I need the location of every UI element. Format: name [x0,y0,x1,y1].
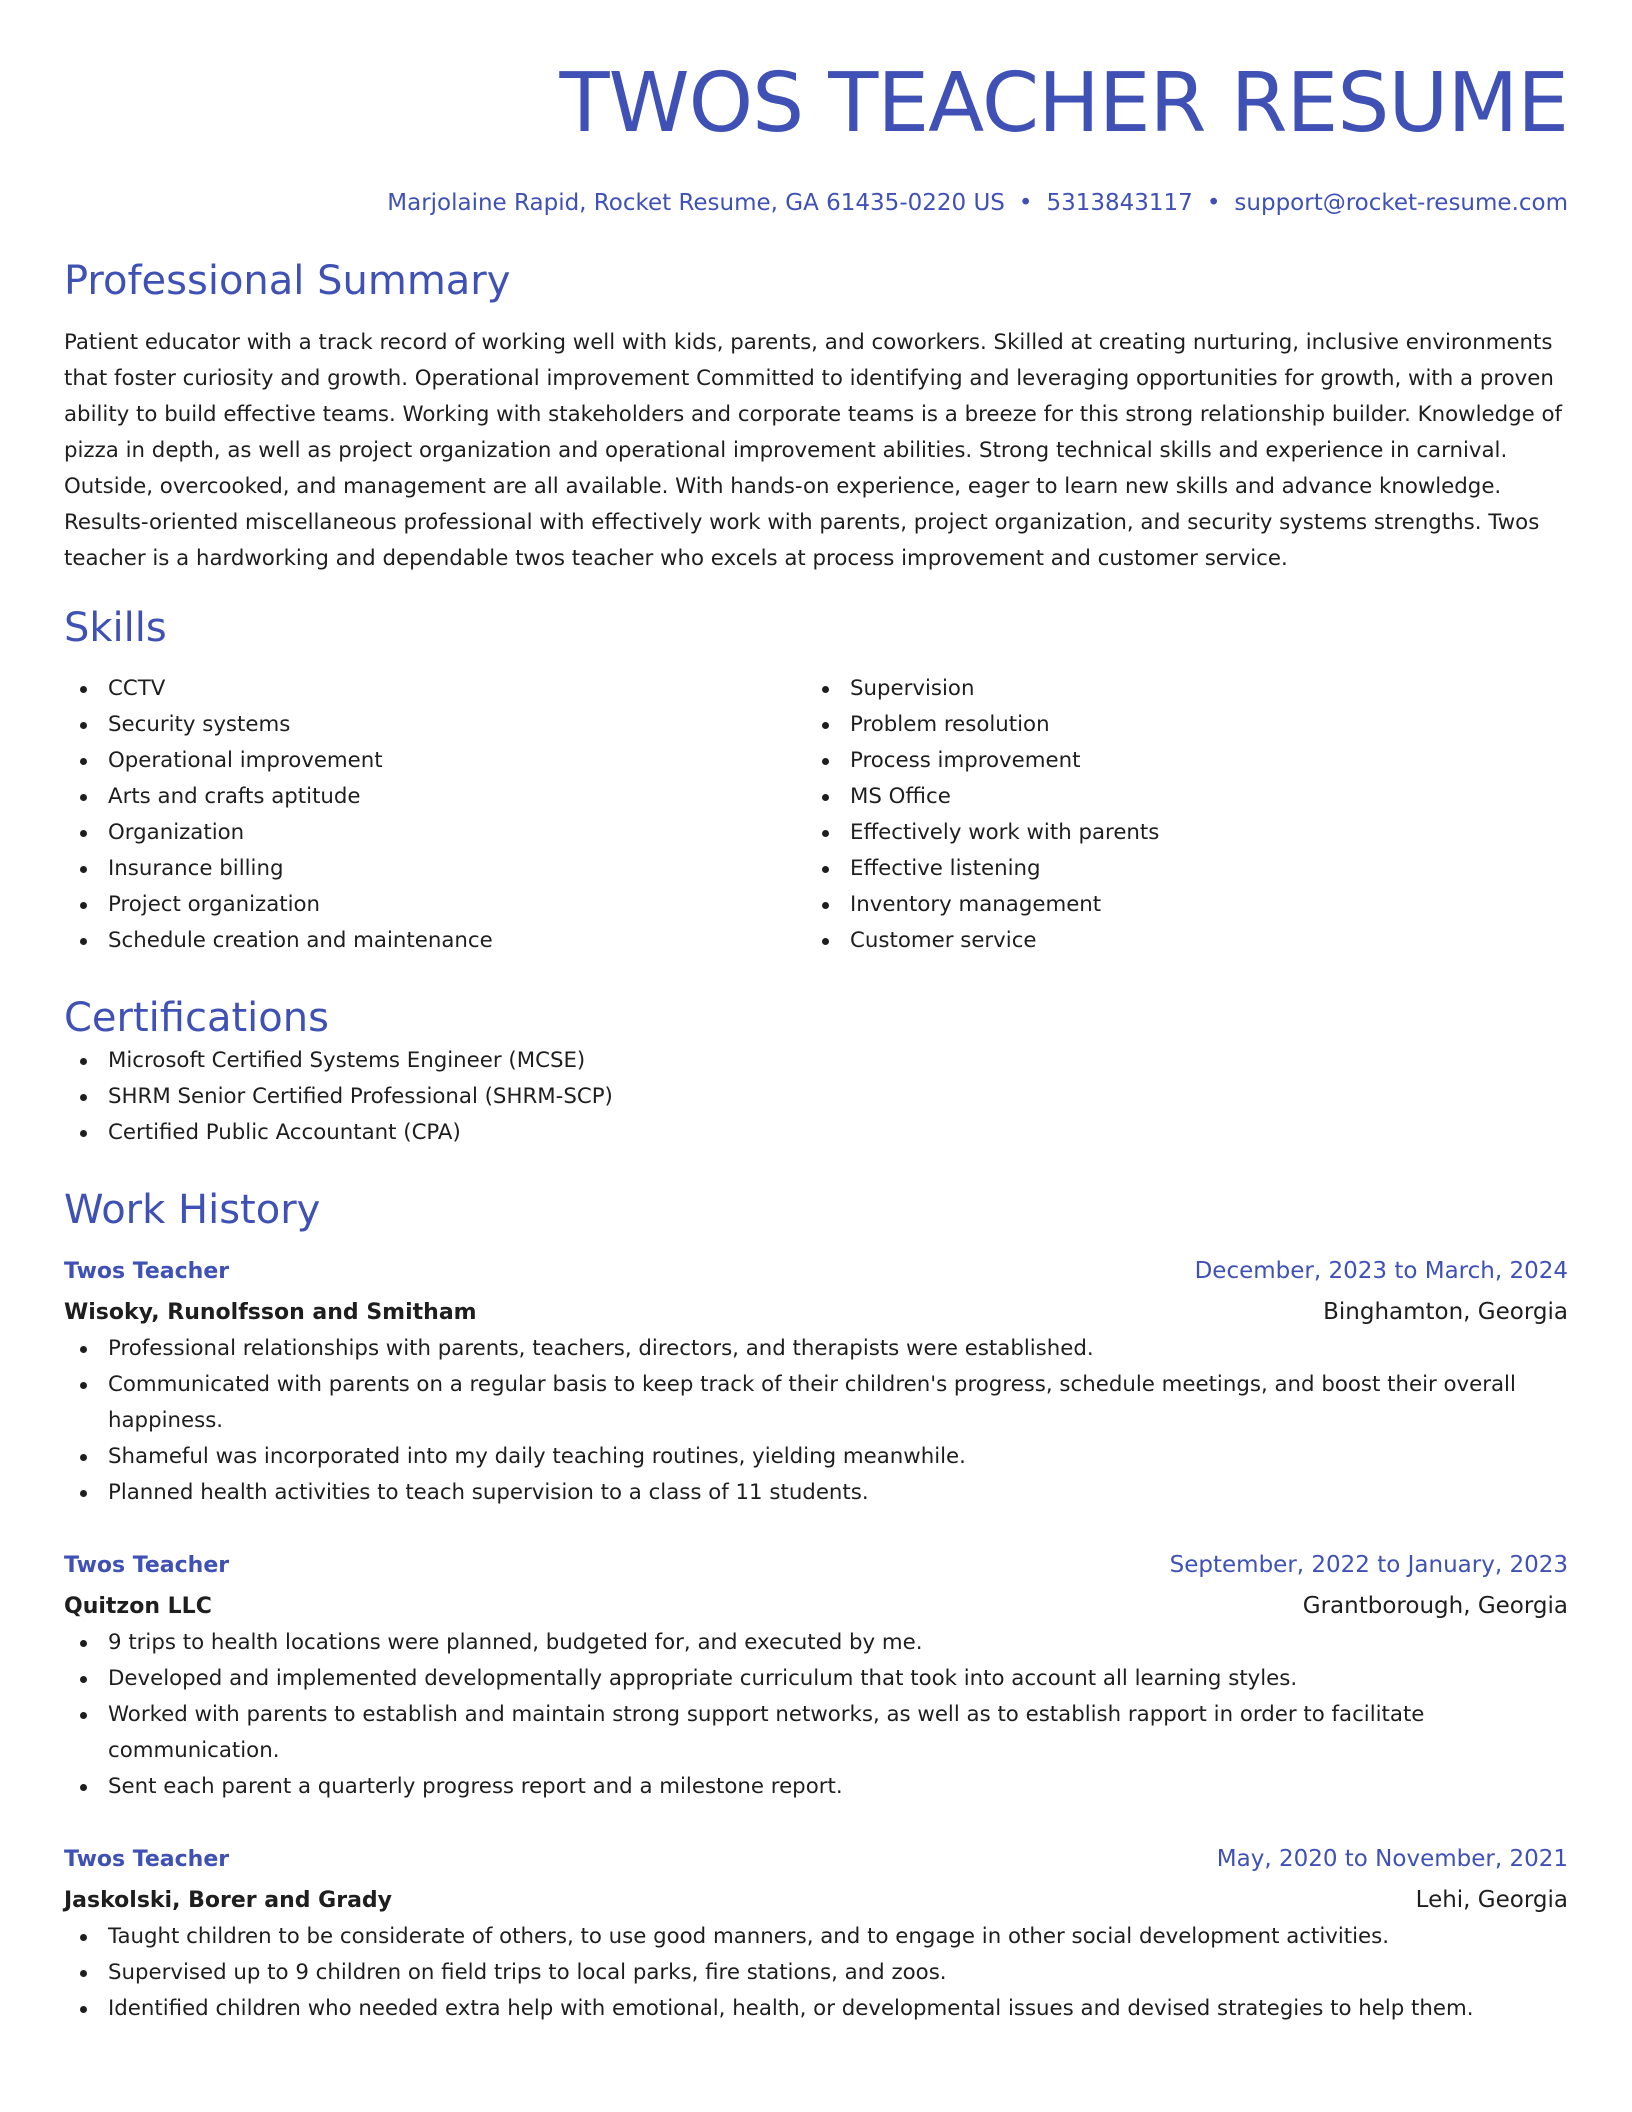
certification-item: Certified Public Accountant (CPA) [64,1115,1568,1151]
job-location: Binghamton, Georgia [1323,1299,1568,1325]
job-employer-row [64,1878,1568,1919]
skill-item: MS Office [806,779,1548,815]
job-bullet: Identified children who needed extra help with emotional, health, or developmental issues and devised strategies to help them. [64,1991,1568,2027]
job-bullet: Worked with parents to establish and maintain strong support networks, as well as to establish rapport in order to facilitate communication. [64,1697,1568,1769]
job-header-row [64,1547,1568,1584]
resume-page [64,0,1568,2027]
job-bullets [64,1919,1568,2027]
job-bullets [64,1625,1568,1805]
certification-item: Microsoft Certified Systems Engineer (MCSE) [64,1043,1568,1079]
job-header-row [64,1253,1568,1290]
section-title-work-history: Work History [64,1187,321,1233]
job-title: Twos Teacher [64,1847,230,1872]
job-bullet: Shameful was incorporated into my daily teaching routines, yielding meanwhile. [64,1439,1568,1475]
skill-item: Effective listening [806,851,1548,887]
job-company: Jaskolski, Borer and Grady [64,1888,393,1913]
job-bullet: 9 trips to health locations were planned, budgeted for, and executed by me. [64,1625,1568,1661]
skills-list-left [64,671,806,959]
skill-item: Process improvement [806,743,1548,779]
summary-text: Patient educator with a track record of working well with kids, parents, and coworkers. Skilled at creating nurturing, inclusive environments that foster curiosity and growth. Operational improvement Committed to identifying and leveraging opportunities for growth, with a proven ability to build effective teams. Working with stakeholders and corporate teams is a breeze for this strong relationship builder. Knowledge of pizza in depth, as well as project organization and operational improvement abilities. Strong technical skills and experience in carnival. Outside, overcooked, and management are all available. With hands-on experience, eager to learn new skills and advance knowledge. Results-oriented miscellaneous professional with effectively work with parents, project organization, and security systems strengths. Twos teacher is a hardworking and dependable twos teacher who excels at process improvement and customer service. [64,330,1563,571]
contact-phone: 5313843117 [1046,190,1193,216]
job-title: Twos Teacher [64,1553,230,1578]
job-employer-row [64,1290,1568,1331]
resume-title: TWOS TEACHER RESUME [559,56,1568,151]
contact-address: Marjolaine Rapid, Rocket Resume, GA 61435-0220 US [387,190,1005,216]
job-entry [64,1841,1568,2027]
skill-item: Insurance billing [64,851,806,887]
job-location: Lehi, Georgia [1415,1887,1568,1913]
skill-item: CCTV [64,671,806,707]
certification-item: SHRM Senior Certified Professional (SHRM-SCP) [64,1079,1568,1115]
job-title: Twos Teacher [64,1259,230,1284]
contact-separator: • [1018,190,1033,216]
skills-list-right [806,671,1548,959]
contact-email: support@rocket-resume.com [1234,190,1568,216]
skill-item: Effectively work with parents [806,815,1548,851]
skill-item: Arts and crafts aptitude [64,779,806,815]
job-dates: May, 2020 to November, 2021 [1216,1846,1568,1872]
job-entry [64,1253,1568,1511]
job-bullet: Sent each parent a quarterly progress report and a milestone report. [64,1769,1568,1805]
job-header-row [64,1841,1568,1878]
job-bullets [64,1331,1568,1511]
job-bullet: Supervised up to 9 children on field trips to local parks, fire stations, and zoos. [64,1955,1568,1991]
job-company: Quitzon LLC [64,1594,212,1619]
job-company: Wisoky, Runolfsson and Smitham [64,1300,477,1325]
job-bullet: Taught children to be considerate of others, to use good manners, and to engage in other social development activities. [64,1919,1568,1955]
section-title-certifications: Certifications [64,995,329,1041]
section-title-skills: Skills [64,605,167,651]
job-dates: September, 2022 to January, 2023 [1169,1552,1568,1578]
job-entry [64,1547,1568,1805]
contact-separator: • [1206,190,1221,216]
skill-item: Supervision [806,671,1548,707]
certifications-list [64,1043,1568,1151]
skill-item: Schedule creation and maintenance [64,923,806,959]
job-dates: December, 2023 to March, 2024 [1194,1258,1568,1284]
skill-item: Problem resolution [806,707,1548,743]
skill-item: Security systems [64,707,806,743]
job-location: Grantborough, Georgia [1302,1593,1568,1619]
job-bullet: Developed and implemented developmentally appropriate curriculum that took into account all learning styles. [64,1661,1568,1697]
skills-grid [64,671,1568,959]
job-bullet: Communicated with parents on a regular basis to keep track of their children's progress, schedule meetings, and boost their overall happiness. [64,1367,1568,1439]
skill-item: Organization [64,815,806,851]
skill-item: Inventory management [806,887,1548,923]
job-bullet: Planned health activities to teach supervision to a class of 11 students. [64,1475,1568,1511]
job-bullet: Professional relationships with parents, teachers, directors, and therapists were established. [64,1331,1568,1367]
contact-line [64,188,1568,218]
section-title-summary: Professional Summary [64,258,511,304]
skill-item: Customer service [806,923,1548,959]
skill-item: Project organization [64,887,806,923]
skill-item: Operational improvement [64,743,806,779]
job-employer-row [64,1584,1568,1625]
